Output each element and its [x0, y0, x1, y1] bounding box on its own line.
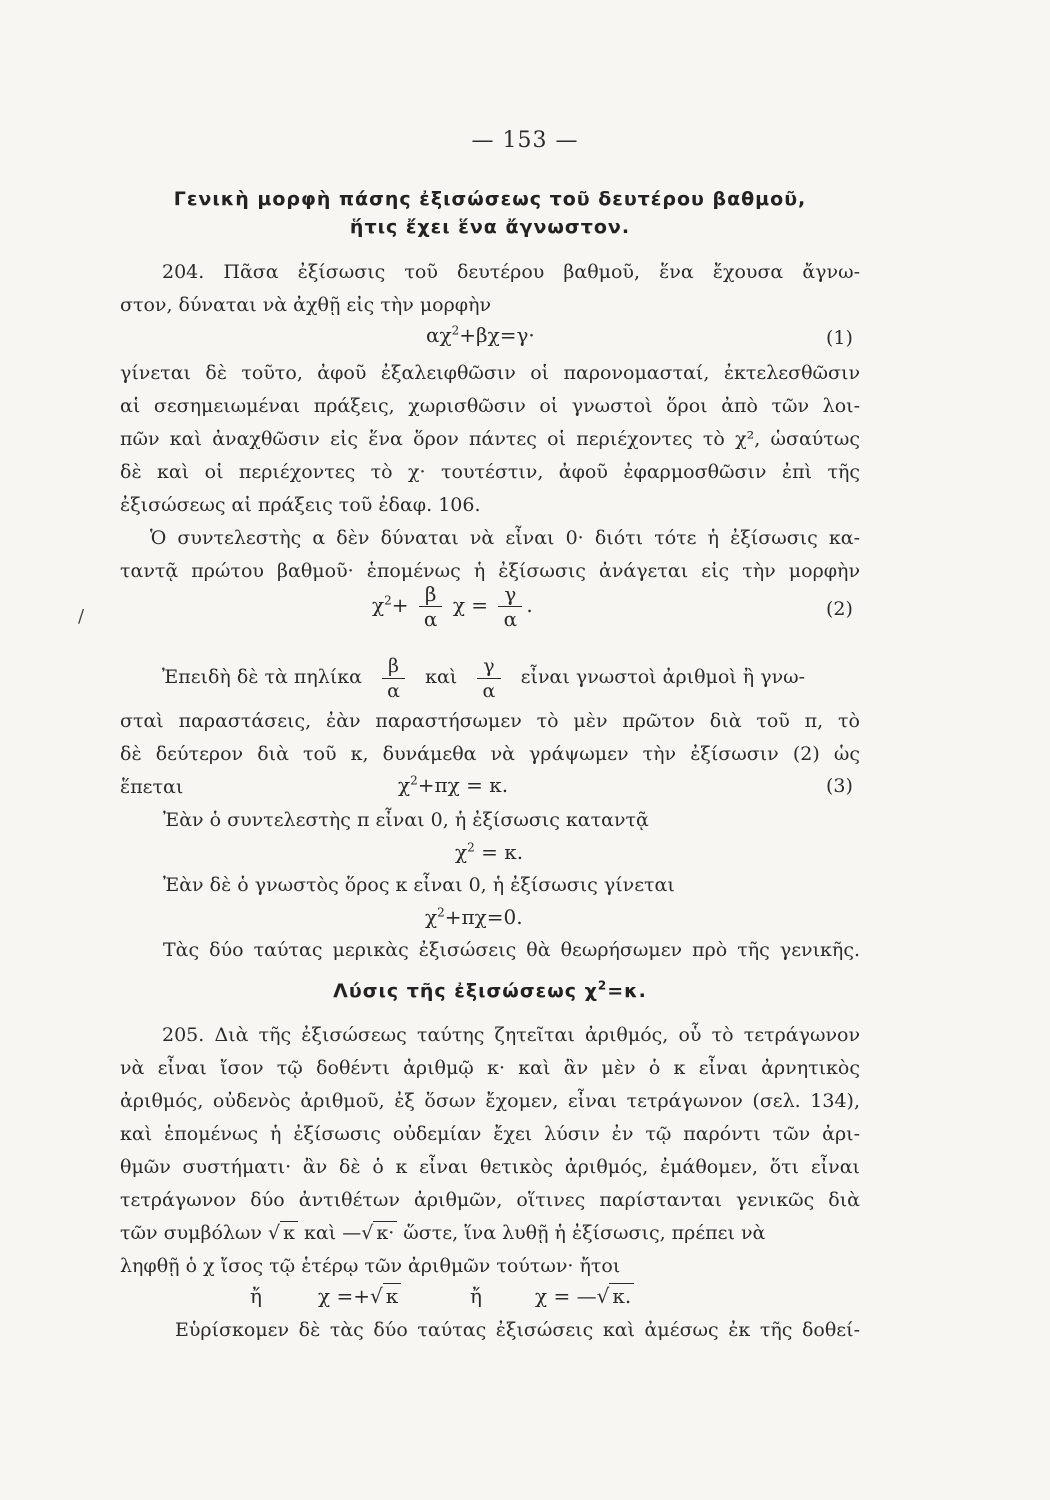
- fraction-gamma-alpha: $\frac{\gamma}{\alpha}$: [498, 582, 522, 631]
- paragraph-205-line2: νὰ εἶναι ἴσον τῷ δοθέντι ἀριθμῷ κ· καὶ ἂν μὲν ὁ κ εἶναι ἀρνητικὸς: [120, 1057, 860, 1079]
- paragraph-205-line4: καὶ ἑπομένως ἡ ἐξίσωσις οὐδεμίαν ἔχει λύσιν ἐν τῷ παρόντι τῶν ἀρι-: [120, 1123, 860, 1145]
- fraction-beta-alpha: $\frac{\beta}{\alpha}$: [419, 582, 443, 631]
- equation-6-or2: ἤ: [470, 1284, 482, 1308]
- paragraph-204h: Τὰς δύο ταύτας μερικὰς ἐξισώσεις θὰ θεωρήσωμεν πρὸ τῆς γενικῆς.: [163, 939, 860, 961]
- paragraph-205-last: Εὑρίσκομεν δὲ τὰς δύο ταύτας ἐξισώσεις καὶ ἀμέσως ἐκ τῆς δοθεί-: [175, 1319, 860, 1341]
- paragraph-204b-line4: δὲ καὶ οἱ περιέχοντες τὸ χ· τουτέστιν, ἀφοῦ ἐφαρμοσθῶσιν ἐπὶ τῆς: [120, 461, 860, 483]
- equation-1-number: (1): [826, 327, 853, 349]
- paragraph-205-line8: ληφθῇ ὁ χ ἴσος τῷ ἑτέρῳ τῶν ἀριθμῶν τούτων· ἤτοι: [120, 1255, 621, 1277]
- paragraph-205-line3: ἀριθμός, οὐδενὸς ἀριθμοῦ, ἐξ ὅσων ἔχομεν, εἶναι τετράγωνον (σελ. 134),: [120, 1090, 860, 1112]
- paragraph-204c-line2: ταντᾷ πρώτου βαθμοῦ· ἑπομένως ἡ ἐξίσωσις ἀνάγεται εἰς τὴν μορφὴν: [120, 560, 860, 582]
- equation-3-number: (3): [826, 775, 853, 797]
- paragraph-204e-line1: σταὶ παραστάσεις, ἐὰν παραστήσωμεν τὸ μὲν πρῶτον διὰ τοῦ π, τὸ: [120, 710, 860, 732]
- paragraph-204-line1: 204. Πᾶσα ἐξίσωσις τοῦ δευτέρου βαθμοῦ, ἕνα ἔχουσα ἄγνω-: [162, 261, 860, 283]
- equation-2: $\chi^2+$ $\frac{\beta}{\alpha}$ χ = $\frac{\gamma}{\alpha}$ .: [372, 582, 533, 631]
- equation-1: $\alpha\chi^2+\beta\chi=\gamma\cdot$: [426, 323, 535, 347]
- paragraph-204e-line2: δὲ δεύτερον διὰ τοῦ κ, δυνάμεθα νὰ γράψωμεν τὴν ἐξίσωσιν (2) ὡς: [120, 743, 860, 765]
- fraction-gamma-alpha-inline: $\frac{\gamma}{\alpha}$: [477, 654, 500, 703]
- paragraph-205-line1: 205. Διὰ τῆς ἐξισώσεως ταύτης ζητεῖται ἀριθμός, οὗ τὸ τετράγωνον: [162, 1024, 860, 1046]
- section-heading-general-form-line2: ἥτις ἔχει ἕνα ἄγνωστον.: [349, 216, 631, 238]
- paragraph-205-line6: τετράγωνον δύο ἀντιθέτων ἀριθμῶν, οἵτινες παρίστανται γενικῶς διὰ: [120, 1189, 860, 1211]
- equation-6-or1: ἤ: [250, 1284, 262, 1308]
- paragraph-205-line7: τῶν συμβόλων √ κ καὶ —√ κ· ὥστε, ἵνα λυθῇ ἡ ἐξίσωσις, πρέπει νὰ: [120, 1222, 766, 1244]
- paragraph-205-line5: θμῶν συστήματι· ἂν δὲ ὁ κ εἶναι θετικὸς ἀριθμός, ἐμάθομεν, ὅτι εἶναι: [120, 1156, 860, 1178]
- paragraph-204c-line1: Ὁ συντελεστὴς α δὲν δύναται νὰ εἶναι 0· διότι τότε ἡ ἐξίσωσις κα-: [150, 527, 860, 549]
- equation-3: $\chi^2+\pi\chi = \kappa$.: [398, 773, 509, 797]
- paragraph-204-line2: στον, δύναται νὰ ἀχθῇ εἰς τὴν μορφὴν: [120, 294, 492, 316]
- equation-4: $\chi^2 = \kappa$.: [455, 840, 524, 864]
- section-heading-general-form: Γενικὴ μορφὴ πάσης ἐξισώσεως τοῦ δευτέρου βαθμοῦ,: [173, 188, 807, 210]
- equation-6-first: χ =+√ κ: [318, 1284, 401, 1308]
- equation-6-second: χ = —√ κ.: [535, 1284, 634, 1308]
- paragraph-204e-line3: ἕπεται: [120, 776, 184, 798]
- paragraph-204b-line2: αἱ σεσημειωμέναι πράξεις, χωρισθῶσιν οἱ γνωστοὶ ὅροι ἀπὸ τῶν λοι-: [120, 395, 860, 417]
- margin-mark: /: [78, 606, 85, 627]
- section-heading-solution: Λύσις τῆς ἐξισώσεως $\chi^2=\kappa$.: [333, 978, 647, 1002]
- fraction-beta-alpha-inline: $\frac{\beta}{\alpha}$: [382, 654, 405, 703]
- paragraph-204d-line1: Ἐπειδὴ δὲ τὰ πηλίκα $\frac{\beta}{\alpha}$ καὶ $\frac{\gamma}{\alpha}$ εἶναι γνωστοὶ ἀριθμοὶ ἢ γνω-: [162, 654, 806, 702]
- paragraph-204g: Ἐὰν δὲ ὁ γνωστὸς ὅρος κ εἶναι 0, ἡ ἐξίσωσις γίνεται: [163, 874, 675, 896]
- paragraph-204b-line5: ἐξισώσεως αἱ πράξεις τοῦ ἐδαφ. 106.: [120, 494, 481, 516]
- paragraph-204f: Ἐὰν ὁ συντελεστὴς π εἶναι 0, ἡ ἐξίσωσις καταντᾷ: [163, 809, 649, 831]
- paragraph-204b-line1: γίνεται δὲ τοῦτο, ἀφοῦ ἐξαλειφθῶσιν οἱ παρονομασταί, ἐκτελεσθῶσιν: [120, 362, 860, 384]
- equation-2-number: (2): [826, 598, 853, 620]
- equation-5: $\chi^2+\pi\chi=0$.: [425, 905, 523, 929]
- paragraph-204b-line3: πῶν καὶ ἀναχθῶσιν εἰς ἕνα ὅρον πάντες οἱ περιέχοντες τὸ χ², ὡσαύτως: [120, 428, 860, 450]
- page-number: — 153 —: [471, 128, 579, 153]
